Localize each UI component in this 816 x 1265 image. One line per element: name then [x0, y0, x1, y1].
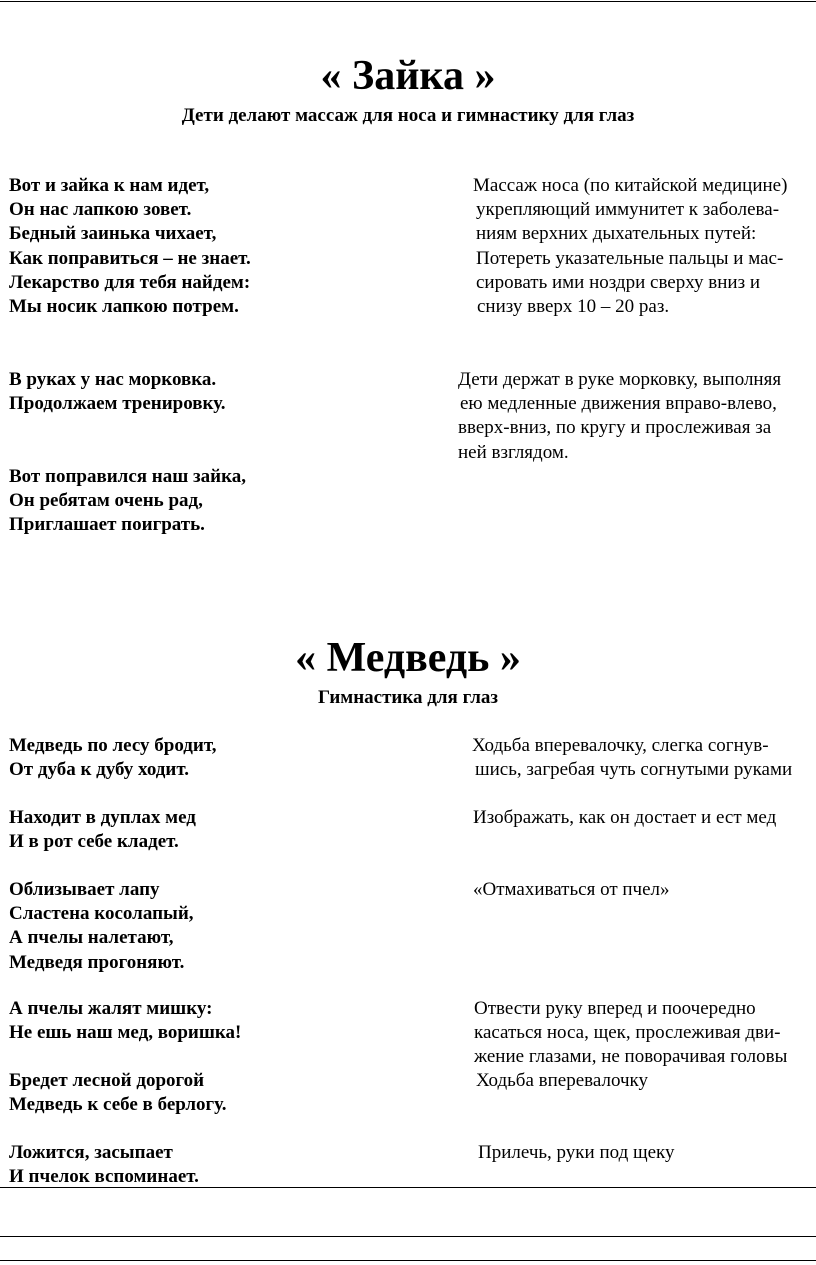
bottom-rule — [0, 1260, 816, 1261]
zaika-stanza3-poem — [9, 465, 246, 538]
instruction-line: укрепляющий иммунитет к заболева- — [476, 199, 780, 221]
zaika-stanza2-instructions — [458, 368, 781, 465]
medved-stanza1-poem — [9, 734, 217, 782]
poem-line: И в рот себе кладет. — [9, 831, 179, 853]
section1-subtitle: Дети делают массаж для носа и гимнастику для глаз — [181, 105, 635, 126]
poem-line: Не ешь наш мед, воришка! — [9, 1022, 242, 1044]
instruction-line: Массаж носа (по китайской медицине) — [473, 175, 788, 196]
medved-stanza6-instructions — [478, 1141, 675, 1165]
poem-line: Находит в дуплах мед — [9, 807, 196, 828]
medved-stanza5-poem — [9, 1069, 226, 1117]
instruction-line: Прилечь, руки под щеку — [478, 1142, 675, 1163]
instruction-line: снизу вверх 10 – 20 раз. — [477, 295, 670, 317]
instruction-line: жение глазами, не поворачивая головы — [474, 1046, 788, 1068]
poem-line: От дуба к дубу ходит. — [9, 759, 189, 781]
medved-stanza2-poem — [9, 806, 196, 854]
poem-line: Как поправиться – не знает. — [9, 247, 251, 269]
medved-stanza2-instructions — [473, 806, 776, 830]
top-border — [0, 1, 816, 2]
poem-line: Он ребятам очень рад, — [9, 490, 203, 512]
instruction-line: Ходьба вперевалочку, слегка согнув- — [472, 735, 769, 756]
instruction-line: «Отмахиваться от пчел» — [473, 879, 670, 900]
poem-line: Облизывает лапу — [9, 879, 160, 900]
instruction-line: шись, загребая чуть согнутыми руками — [475, 759, 793, 781]
poem-line: Лекарство для тебя найдем: — [9, 271, 251, 293]
instruction-line: сировать ими ноздри сверху вниз и — [476, 271, 760, 293]
medved-stanza3-instructions — [473, 878, 670, 902]
poem-line: Вот поправился наш зайка, — [9, 466, 247, 487]
poem-line: Медведь к себе в берлогу. — [9, 1094, 227, 1116]
instruction-line: Изображать, как он достает и ест мед — [473, 807, 777, 828]
medved-stanza3-poem — [9, 878, 194, 975]
poem-line: Ложится, засыпает — [9, 1142, 173, 1163]
medved-stanza4-instructions — [474, 997, 787, 1070]
instruction-line: ниям верхних дыхательных путей: — [476, 223, 757, 245]
instruction-line: Ходьба вперевалочку — [476, 1070, 648, 1091]
section2-subtitle: Гимнастика для глаз — [317, 687, 499, 708]
zaika-stanza2-poem — [9, 368, 226, 416]
poem-line: Сластена косолапый, — [9, 903, 194, 925]
poem-line: Он нас лапкою зовет. — [9, 199, 192, 221]
poem-line: Бредет лесной дорогой — [9, 1070, 205, 1091]
instruction-line: ею медленные движения вправо-влево, — [460, 393, 777, 415]
medved-stanza6-poem — [9, 1141, 199, 1189]
medved-stanza5-instructions — [476, 1069, 648, 1093]
medved-stanza4-poem — [9, 997, 241, 1045]
poem-line: Бедный заинька чихает, — [9, 223, 217, 245]
zaika-stanza1-instructions — [473, 174, 787, 319]
medved-stanza1-instructions — [472, 734, 792, 782]
poem-line: А пчелы жалят мишку: — [9, 998, 213, 1019]
instruction-line: Потереть указательные пальцы и мас- — [476, 247, 784, 269]
zaika-stanza1-poem — [9, 174, 251, 319]
section2-title: « Медведь » — [295, 635, 521, 681]
poem-line: Мы носик лапкою потрем. — [9, 295, 239, 317]
poem-line: Продолжаем тренировку. — [9, 393, 226, 415]
instruction-line: касаться носа, щек, прослеживая дви- — [474, 1022, 781, 1044]
bottom-rule — [0, 1187, 816, 1188]
instruction-line: вверх-вниз, по кругу и прослеживая за — [458, 417, 772, 439]
poem-line: Медведь по лесу бродит, — [9, 735, 217, 756]
poem-line: В руках у нас морковка. — [9, 369, 217, 390]
instruction-line: Дети держат в руке морковку, выполняя — [458, 369, 782, 390]
instruction-line: Отвести руку вперед и поочередно — [474, 998, 756, 1019]
poem-line: А пчелы налетают, — [9, 927, 174, 949]
poem-line: Вот и зайка к нам идет, — [9, 175, 210, 196]
poem-line: Приглашает поиграть. — [9, 514, 205, 536]
poem-line: И пчелок вспоминает. — [9, 1166, 199, 1188]
section1-title: « Зайка » — [320, 53, 496, 99]
instruction-line: ней взглядом. — [458, 441, 569, 463]
poem-line: Медведя прогоняют. — [9, 951, 185, 973]
bottom-rule — [0, 1236, 816, 1237]
